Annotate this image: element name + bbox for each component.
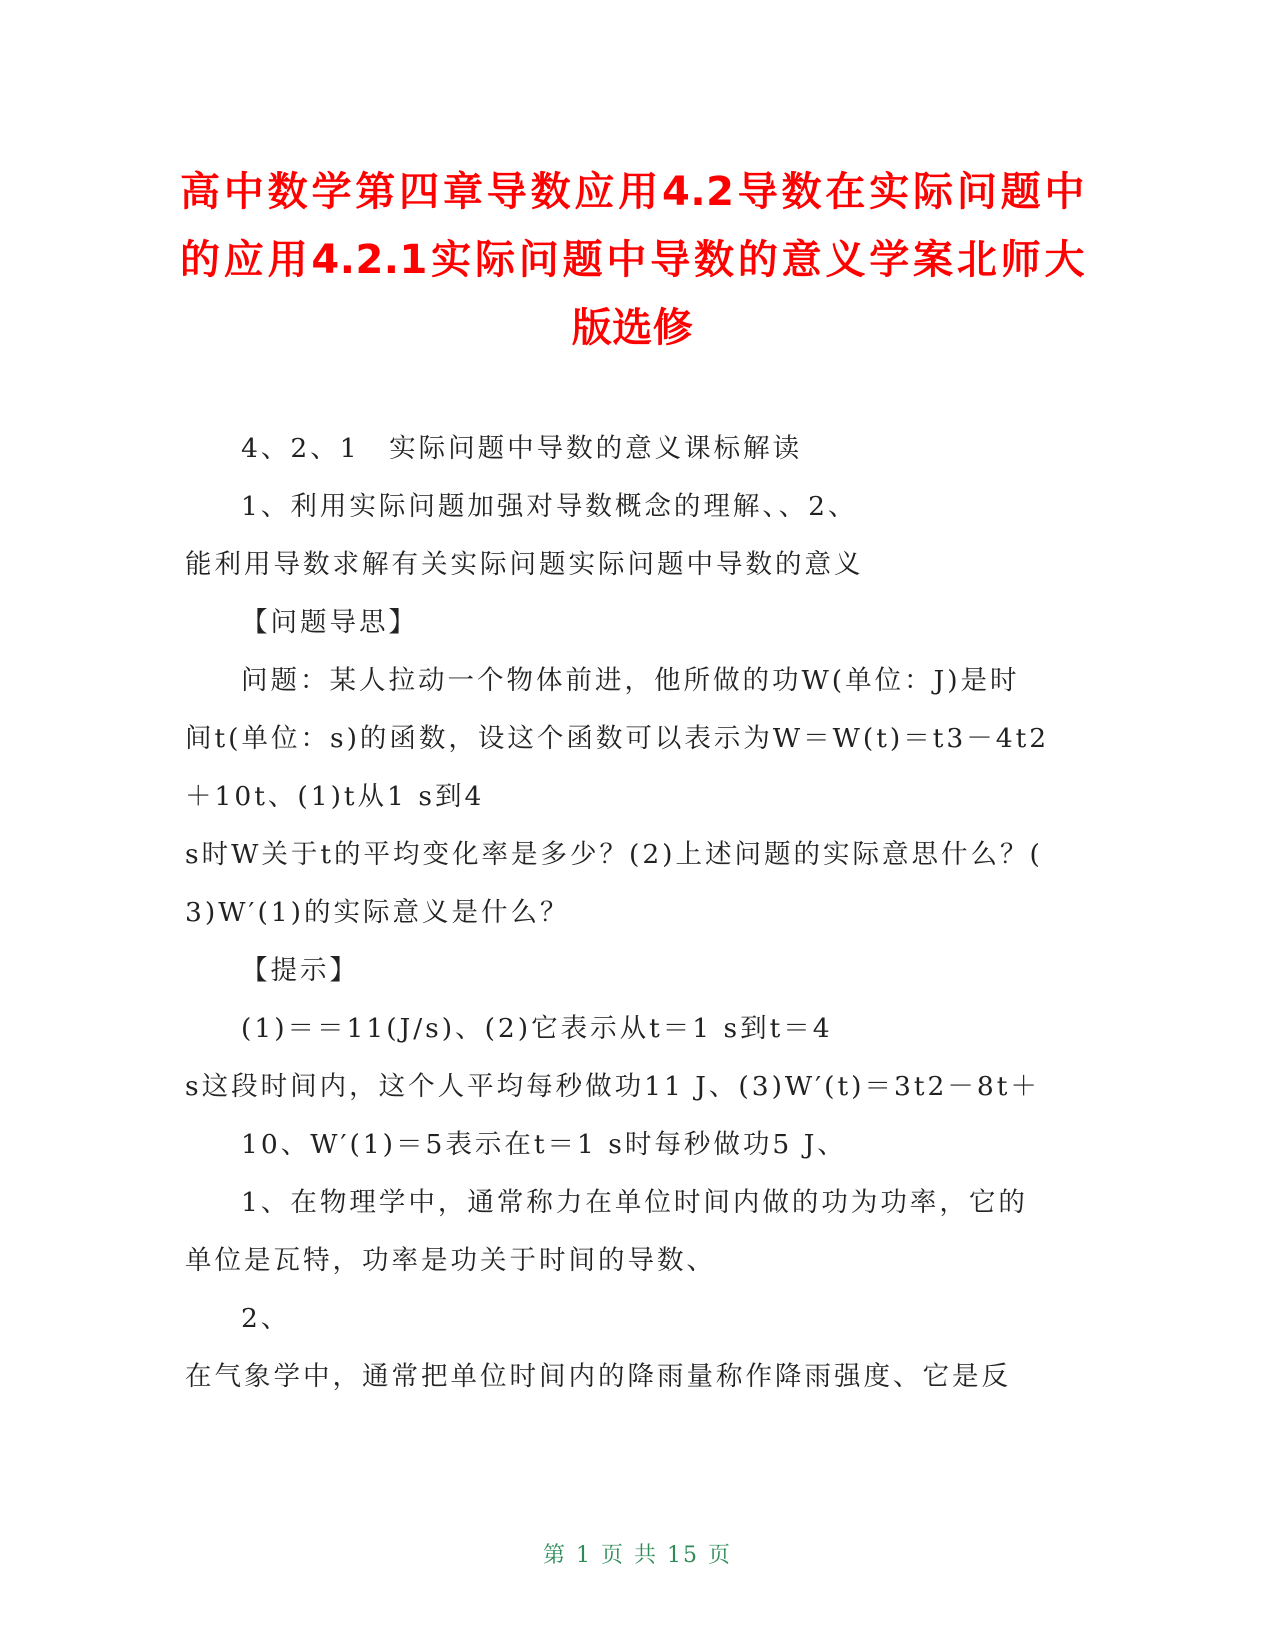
paragraph-line: 在气象学中，通常把单位时间内的降雨量称作降雨强度、它是反 [185, 1361, 1011, 1392]
paragraph-line: 2、 [241, 1303, 291, 1334]
title-line-3: 版选修 [571, 305, 694, 351]
paragraph-line: (1)＝＝11(J/s)、(2)它表示从t＝1 s到t＝4 [241, 1013, 833, 1044]
paragraph-line: 问题：某人拉动一个物体前进，他所做的功W(单位：J)是时 [241, 665, 1020, 696]
paragraph-line: 1、利用实际问题加强对导数概念的理解、、2、 [241, 491, 858, 522]
subheading-question: 【问题导思】 [241, 607, 418, 638]
subheading-hint: 【提示】 [241, 955, 359, 986]
paragraph-line: s时W关于t的平均变化率是多少？(2)上述问题的实际意思什么？( [185, 839, 1043, 870]
paragraph-line: 能利用导数求解有关实际问题实际问题中导数的意义 [185, 549, 864, 580]
paragraph-line: 单位是瓦特，功率是功关于时间的导数、 [185, 1245, 716, 1276]
paragraph-line: s这段时间内，这个人平均每秒做功11 J、(3)W′(t)＝3t2－8t＋ [185, 1071, 1040, 1102]
paragraph-line: 3)W′(1)的实际意义是什么？ [185, 897, 570, 928]
paragraph-line: 1、在物理学中，通常称力在单位时间内做的功为功率，它的 [241, 1187, 1028, 1218]
document-title [180, 158, 1085, 362]
paragraph-line: 间t(单位：s)的函数，设这个函数可以表示为W＝W(t)＝t3－4t2 [185, 723, 1050, 754]
paragraph-line: ＋10t、(1)t从1 s到4 [185, 781, 485, 812]
title-line-2: 的应用4.2.1实际问题中导数的意义学案北师大 [180, 237, 1085, 283]
section-heading: 4、2、1 实际问题中导数的意义课标解读 [241, 433, 803, 464]
title-line-1: 高中数学第四章导数应用4.2导数在实际问题中 [180, 169, 1085, 215]
page-footer: 第 1 页 共 15 页 [543, 1543, 732, 1568]
paragraph-line: 10、W′(1)＝5表示在t＝1 s时每秒做功5 J、 [241, 1129, 847, 1160]
